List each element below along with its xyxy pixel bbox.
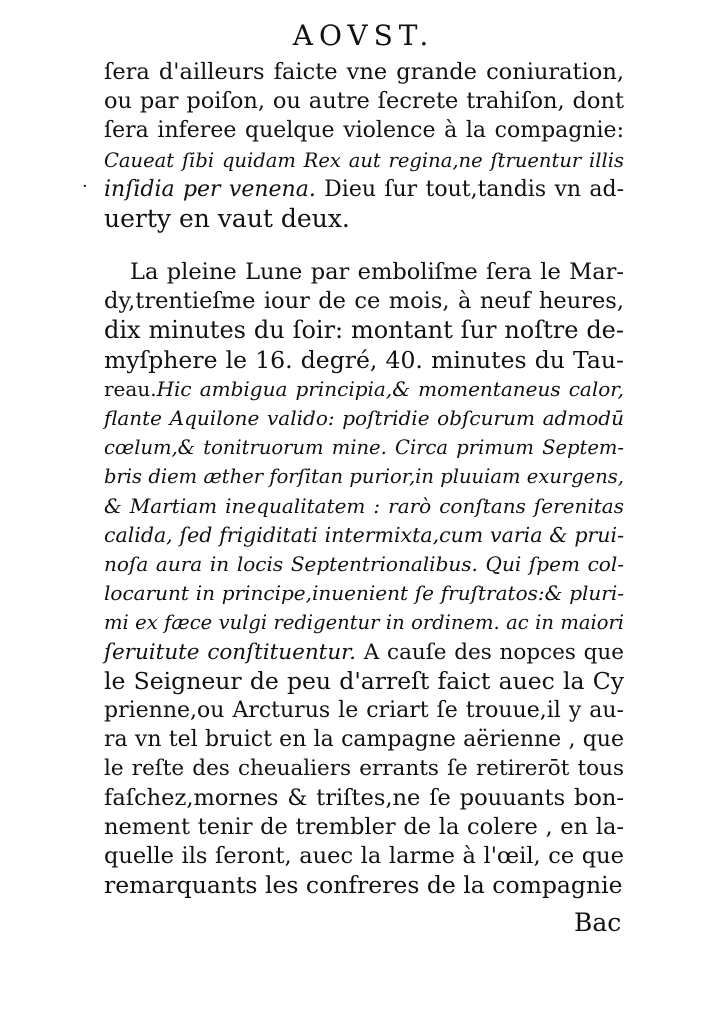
text-line	[104, 404, 624, 433]
text-line	[104, 667, 624, 696]
text-line	[104, 754, 624, 783]
latin-italic-text: mi ex fæce vulgi redigentur in ordinem. ac in maiori	[104, 611, 624, 635]
latin-italic-text: flante Aquilone valido: poſtridie obſcurum admodū	[104, 406, 624, 430]
french-text: remarquants les confreres de la compagnie	[104, 871, 623, 900]
running-head: AOVST.	[292, 19, 435, 52]
text-line	[104, 462, 624, 491]
text-line	[104, 521, 624, 550]
french-text: ſera inferee quelque violence à la compagnie:	[104, 118, 624, 144]
text-line	[104, 433, 624, 462]
text-line	[104, 146, 624, 175]
french-text: A cauſe des nopces que	[355, 639, 625, 665]
text-line	[104, 784, 624, 813]
french-text: myſphere le 16. degré, 40. minutes du Tau-	[104, 345, 624, 374]
text-line	[104, 813, 624, 842]
latin-italic-text: & Martiam inequalitatem : rarò conſtans ſerenitas	[104, 493, 624, 518]
text-line	[104, 550, 624, 579]
french-text: uerty en vaut deux.	[104, 204, 350, 233]
french-text: reau.	[104, 376, 157, 401]
french-text: prienne,ou Arcturus le criart ſe trouue,il y au-	[104, 698, 624, 723]
french-text: dy,trentieſme iour de ce mois, à neuf heures,	[104, 288, 624, 315]
text-line	[104, 696, 624, 725]
french-text: ſera d'ailleurs faicte vne grande coniuration,	[104, 59, 624, 85]
latin-italic-text: inſidia per venena.	[104, 176, 316, 202]
text-line	[104, 608, 624, 637]
text-line	[104, 492, 624, 521]
latin-italic-text: bris diem æther forſitan purior,in pluuiam exurgens,	[104, 465, 624, 489]
text-line	[104, 346, 624, 375]
french-text: quelle ils ſeront, auec la larme à l'œil, ce que	[104, 843, 624, 869]
latin-italic-text: noſa aura in locis Septentrionalibus. Qui ſpem col-	[104, 552, 624, 576]
french-text: Dieu ſur tout,tandis vn ad-	[315, 176, 624, 202]
french-text: La pleine Lune par emboliſme ſera le Mar-	[130, 259, 624, 285]
latin-italic-text: ſeruitute conſtituentur.	[104, 639, 356, 665]
text-line	[104, 579, 624, 608]
latin-italic-text: Caueat ſibi quidam Rex aut regina,ne ſtruentur illis	[104, 148, 624, 172]
text-line	[104, 204, 624, 233]
text-line	[104, 638, 624, 667]
french-text: ra vn tel bruict en la campagne aërienne , que	[104, 727, 624, 753]
text-line	[104, 375, 624, 404]
latin-italic-text: calida, ſed frigiditati intermixta,cum varia & prui-	[104, 522, 624, 547]
text-line	[104, 87, 624, 116]
text-line	[104, 116, 624, 145]
text-line	[104, 725, 624, 754]
french-text: ou par poiſon, ou autre ſecrete trahiſon, dont	[104, 88, 624, 115]
french-text: nement tenir de trembler de la colere , en la-	[104, 813, 624, 840]
text-line	[104, 287, 624, 316]
text-line	[130, 258, 624, 287]
french-text: le reſte des cheualiers errants ſe retirerōt tous	[104, 756, 624, 782]
latin-italic-text: Hic ambigua principia,& momentaneus calor,	[156, 376, 624, 401]
text-line	[104, 842, 624, 871]
catchword: Bac	[574, 908, 622, 937]
latin-italic-text: locarunt in principe,inuenient ſe fruſtratos:& pluri-	[104, 581, 624, 606]
margin-mark: ·	[82, 176, 88, 197]
text-line	[104, 871, 624, 900]
french-text: le Seigneur de peu d'arreſt faict auec la Cy	[104, 666, 624, 695]
french-text: faſchez,mornes & triſtes,ne ſe pouuants bon-	[104, 784, 624, 811]
french-text: dix minutes du ſoir: montant ſur noſtre de-	[104, 316, 624, 345]
text-line	[104, 58, 624, 87]
latin-italic-text: cœlum,& tonitruorum mine. Circa primum Septem-	[104, 436, 624, 460]
text-line	[104, 175, 624, 204]
text-line	[104, 316, 624, 345]
